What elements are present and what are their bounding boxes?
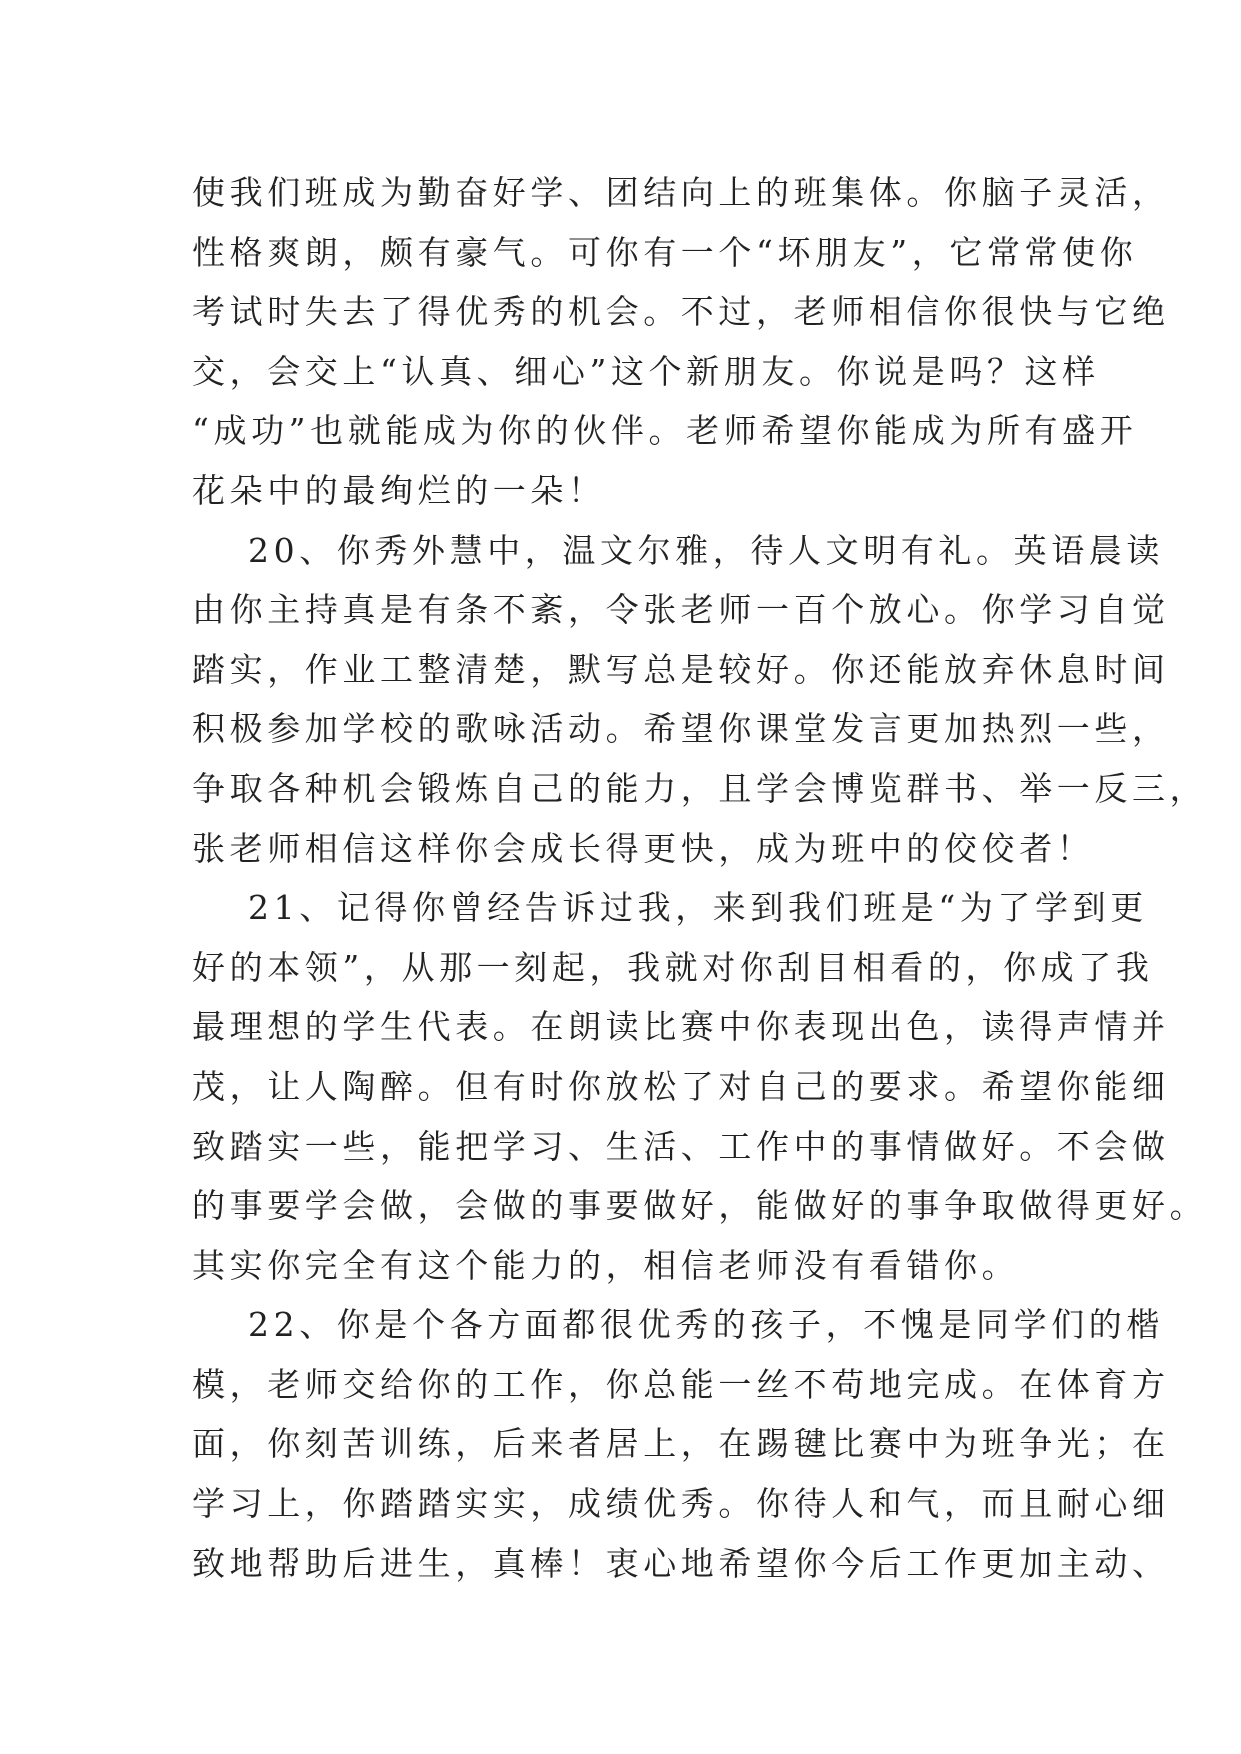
text-line: 张老师相信这样你会成长得更快，成为班中的佼佼者！ — [192, 828, 1095, 868]
text-line: 学习上，你踏踏实实，成绩优秀。你待人和气，而且耐心细 — [192, 1484, 1170, 1524]
text-line: 由你主持真是有条不紊，令张老师一百个放心。你学习自觉 — [192, 590, 1170, 630]
text-line: 面，你刻苦训练，后来者居上，在踢毽比赛中为班争光；在 — [192, 1424, 1170, 1464]
paragraph-20 — [192, 521, 1208, 879]
text-line: 致地帮助后进生，真棒！衷心地希望你今后工作更加主动、 — [192, 1543, 1170, 1583]
text-line: 的事要学会做，会做的事要做好，能做好的事争取做得更好。 — [192, 1186, 1208, 1226]
text-line: 致踏实一些，能把学习、生活、工作中的事情做好。不会做 — [192, 1126, 1170, 1166]
paragraph-21 — [192, 878, 1208, 1295]
text-line: 考试时失去了得优秀的机会。不过，老师相信你很快与它绝 — [192, 292, 1170, 332]
text-line: 交，会交上“认真、细心”这个新朋友。你说是吗？这样 — [192, 351, 1100, 391]
paragraph-continued — [192, 163, 1170, 521]
text-line: 踏实，作业工整清楚，默写总是较好。你还能放弃休息时间 — [192, 649, 1170, 689]
text-line: 争取各种机会锻炼自己的能力，且学会博览群书、举一反三， — [192, 768, 1208, 808]
text-line: 性格爽朗，颇有豪气。可你有一个“坏朋友”，它常常使你 — [192, 232, 1138, 272]
text-line: 21、记得你曾经告诉过我，来到我们班是“为了学到更 — [248, 888, 1148, 928]
text-line: 使我们班成为勤奋好学、团结向上的班集体。你脑子灵活， — [192, 173, 1170, 212]
text-line: 好的本领”，从那一刻起，我就对你刮目相看的，你成了我 — [192, 947, 1154, 987]
paragraph-22 — [192, 1295, 1170, 1593]
text-line: 花朵中的最绚烂的一朵！ — [192, 470, 606, 510]
text-line: 最理想的学生代表。在朗读比赛中你表现出色，读得声情并 — [192, 1007, 1170, 1047]
text-line: 模，老师交给你的工作，你总能一丝不苟地完成。在体育方 — [192, 1364, 1170, 1404]
text-line: 20、你秀外慧中，温文尔雅，待人文明有礼。英语晨读 — [248, 530, 1164, 570]
text-line: 茂，让人陶醉。但有时你放松了对自己的要求。希望你能细 — [192, 1066, 1170, 1106]
document-body — [192, 163, 1208, 1593]
text-line: “成功”也就能成为你的伙伴。老师希望你能成为所有盛开 — [192, 411, 1138, 451]
text-line: 积极参加学校的歌咏活动。希望你课堂发言更加热烈一些， — [192, 709, 1170, 749]
text-line: 22、你是个各方面都很优秀的孩子，不愧是同学们的楷 — [248, 1305, 1164, 1345]
text-line: 其实你完全有这个能力的，相信老师没有看错你。 — [192, 1245, 1020, 1285]
